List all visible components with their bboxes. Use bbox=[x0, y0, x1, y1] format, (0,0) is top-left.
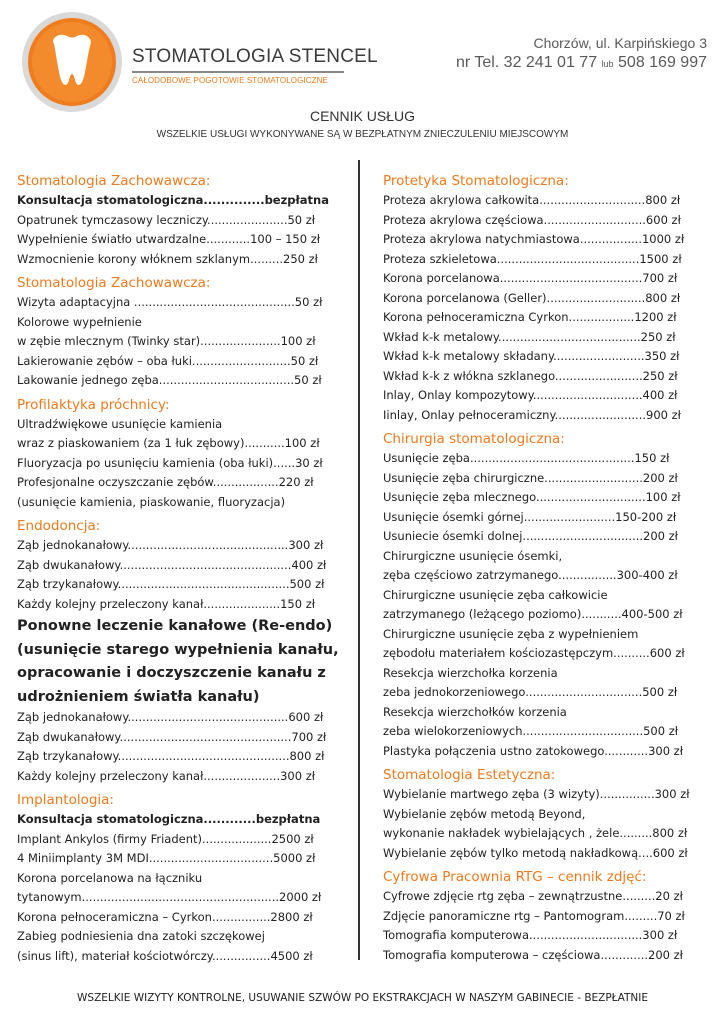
section-note: Ponowne leczenie kanałowe (Re-endo) bbox=[17, 618, 333, 634]
price-row: Każdy kolejny przeleczony kanał.....................300 zł bbox=[17, 768, 316, 783]
price-row-highlight: Konsultacja stomatologiczna............bezpłatna bbox=[17, 812, 321, 826]
price-row: Chirurgiczne usunięcie zęba z wypełnieniem bbox=[383, 626, 639, 641]
price-row: (sinus lift), materiał kościotwórczy................4500 zł bbox=[17, 948, 313, 963]
price-row: Ultradźwiękowe usunięcie kamienia bbox=[17, 416, 223, 431]
tooth-logo-icon bbox=[20, 10, 124, 114]
price-row: Chirurgiczne usunięcie ósemki, bbox=[383, 548, 563, 563]
price-row: Proteza akrylowa całkowita.............................800 zł bbox=[383, 193, 681, 207]
price-row: Proteza akrylowa częściowa............................600 zł bbox=[383, 212, 681, 227]
price-row: Wybielanie zębów metodą Beyond, bbox=[383, 806, 586, 821]
price-row: zeba wielokorzeniowych.................................500 zł bbox=[383, 724, 679, 738]
price-row: wykonanie nakładek wybielających , żele.........800 zł bbox=[383, 826, 688, 840]
brand-divider bbox=[132, 71, 344, 73]
price-row: Usunięcie zęba mlecznego..............................100 zł bbox=[383, 490, 681, 504]
price-row: 4 Miniimplanty 3M MDI..................................5000 zł bbox=[17, 851, 316, 865]
price-row: Wzmocnienie korony włóknem szklanym.........250 zł bbox=[17, 251, 318, 266]
price-row: Tomografia komputerowa – częściowa.............200 zł bbox=[383, 947, 683, 962]
price-row: Lakierowanie zębów – oba łuki...........................50 zł bbox=[17, 353, 319, 368]
footer-note: WSZELKIE WIZYTY KONTROLNE, USUWANIE SZWÓW PO EKSTRAKCJACH W NASZYM GABINECIE - BEZPŁATNIE bbox=[77, 992, 648, 1004]
price-row: Ząb trzykanałowy...............................................800 zł bbox=[17, 749, 325, 763]
page-title: CENNIK USŁUG bbox=[309, 108, 416, 124]
price-row: Każdy kolejny przeleczony kanał.....................150 zł bbox=[17, 596, 316, 611]
section-note: opracowanie i doczyszczenie kanału z bbox=[17, 665, 326, 681]
contact-block bbox=[456, 34, 707, 75]
price-row: Korona pełnoceramiczna Cyrkon..................1200 zł bbox=[383, 310, 677, 324]
price-row: Wizyta adaptacyjna ............................................50 zł bbox=[17, 295, 323, 309]
price-row: Proteza szkieletowa.......................................1500 zł bbox=[383, 251, 682, 266]
price-row: tytanowym......................................................2000 zł bbox=[17, 890, 322, 904]
price-row: Wkład k-k z włókna szklanego........................250 zł bbox=[383, 368, 678, 383]
price-row: Usunięcie ósemki górnej.........................150-200 zł bbox=[383, 509, 677, 524]
price-row: Zabieg podniesienia dna zatoki szczękowej bbox=[17, 929, 265, 943]
price-row: Ząb dwukanałowy...............................................700 zł bbox=[17, 729, 327, 744]
price-row: Wkład k-k metalowy.......................................250 zł bbox=[383, 329, 676, 344]
price-row: zeba jednokorzeniowego................................500 zł bbox=[383, 685, 678, 699]
price-row: Zdjęcie panoramiczne rtg – Pantomogram.........70 zł bbox=[383, 908, 685, 923]
price-row: (usunięcie kamienia, piaskowanie, fluoryzacja) bbox=[17, 494, 286, 509]
price-row: Profesjonalne oczyszczanie zębów..................220 zł bbox=[17, 475, 314, 489]
price-row: Lakowanie jednego zęba.....................................50 zł bbox=[17, 373, 322, 387]
price-row: Proteza akrylowa natychmiastowa.................1000 zł bbox=[383, 232, 685, 246]
price-row: Wkład k-k metalowy składany.........................350 zł bbox=[383, 349, 680, 363]
section-heading: Stomatologia Zachowawcza: bbox=[17, 173, 211, 189]
price-row: Usuniecie ósemki dolnej.................................200 zł bbox=[383, 529, 678, 543]
phone-lub: lub bbox=[601, 59, 614, 69]
section-heading: Chirurgia stomatologiczna: bbox=[383, 431, 565, 447]
price-row: Korona porcelanowa (Geller)...........................800 zł bbox=[383, 290, 681, 305]
column-divider bbox=[358, 160, 360, 960]
price-row: Inlay, Onlay kompozytowy..............................400 zł bbox=[383, 388, 678, 402]
price-row: Fluoryzacja po usunięciu kamienia (oba łuki)......30 zł bbox=[17, 455, 323, 470]
price-row: Ząb jednokanałowy............................................300 zł bbox=[17, 538, 324, 552]
section-heading: Protetyka Stomatologiczna: bbox=[383, 173, 569, 189]
right-price-column bbox=[383, 167, 701, 965]
price-row: zęba częściowo zatrzymanego................300-400 zł bbox=[383, 568, 678, 582]
price-row: Plastyka połączenia ustno zatokowego............300 zł bbox=[383, 743, 683, 758]
price-row: Resekcja wierzchołka korzenia bbox=[383, 665, 558, 680]
phone-secondary: 508 169 997 bbox=[618, 54, 707, 71]
brand-subtitle: CAŁODOBOWE POGOTOWIE STOMATOLOGICZNE bbox=[132, 76, 328, 85]
price-row: Korona porcelanowa.......................................700 zł bbox=[383, 271, 678, 285]
price-row: Wybielanie martwego zęba (3 wizyty)...............300 zł bbox=[383, 787, 690, 801]
section-heading: Stomatologia Zachowawcza: bbox=[17, 275, 211, 291]
price-row: Resekcja wierzchołków korzenia bbox=[383, 704, 567, 719]
price-row: Ząb dwukanałowy...............................................400 zł bbox=[17, 557, 327, 572]
price-row-highlight: Konsultacja stomatologiczna..............bezpłatna bbox=[17, 193, 329, 207]
price-row: Ząb jednokanałowy............................................600 zł bbox=[17, 710, 324, 724]
price-row: Usunięcie zęba chirurgiczne...........................200 zł bbox=[383, 470, 678, 485]
price-row: zatrzymanego (leżącego poziomo)...........400-500 zł bbox=[383, 607, 683, 621]
price-row: w zębie mlecznym (Twinky star)......................100 zł bbox=[17, 334, 316, 348]
section-heading: Cyfrowa Pracownia RTG – cennik zdjęć: bbox=[383, 869, 647, 885]
price-row: Tomografia komputerowa...............................300 zł bbox=[383, 928, 678, 942]
price-row: Wybielanie zębów tylko metodą nakładkową....600 zł bbox=[383, 845, 688, 860]
price-row: Implant Ankylos (firmy Friadent)...................2500 zł bbox=[17, 831, 314, 846]
left-price-column bbox=[17, 167, 339, 966]
price-row: Iinlay, Onlay pełnoceramiczny.........................900 zł bbox=[383, 407, 681, 422]
page-subtitle: WSZELKIE USŁUGI WYKONYWANE SĄ W BEZPŁATNYM ZNIECZULENIU MIEJSCOWYM bbox=[156, 129, 569, 140]
section-heading: Endodoncja: bbox=[17, 518, 101, 534]
price-row: Korona pełnoceramiczna – Cyrkon................2800 zł bbox=[17, 909, 313, 924]
brand-name: STOMATOLOGIA STENCEL bbox=[132, 46, 378, 67]
price-row: Opatrunek tymczasowy leczniczy......................50 zł bbox=[17, 212, 316, 227]
price-row: Cyfrowe zdjęcie rtg zęba – zewnątrzustne.........20 zł bbox=[383, 889, 683, 903]
price-row: Wypełnienie światło utwardzalne............100 – 150 zł bbox=[17, 232, 321, 246]
phone-line bbox=[456, 52, 707, 75]
section-note: udrożnieniem światła kanału) bbox=[17, 688, 260, 705]
price-row: Korona porcelanowa na łączniku bbox=[17, 870, 203, 885]
price-row: Chirurgiczne usunięcie zęba całkowicie bbox=[383, 587, 608, 602]
phone-primary: nr Tel. 32 241 01 77 bbox=[455, 54, 598, 71]
price-row: Kolorowe wypełnienie bbox=[17, 314, 142, 329]
price-row: wraz z piaskowaniem (za 1 łuk zębowy)...........100 zł bbox=[17, 436, 320, 450]
price-row: zębodołu materiałem kościozastępczym..........600 zł bbox=[383, 646, 685, 660]
brand-block bbox=[132, 46, 378, 85]
address: Chorzów, ul. Karpińskiego 3 bbox=[533, 35, 707, 51]
section-note: (usunięcie starego wypełnienia kanału, bbox=[17, 641, 339, 658]
price-row: Ząb trzykanałowy...............................................500 zł bbox=[17, 577, 325, 591]
price-row: Usunięcie zęba.............................................150 zł bbox=[383, 451, 670, 465]
section-heading: Profilaktyka próchnicy: bbox=[17, 396, 170, 413]
section-heading: Stomatologia Estetyczna: bbox=[383, 767, 556, 783]
section-heading: Implantologia: bbox=[17, 792, 114, 808]
